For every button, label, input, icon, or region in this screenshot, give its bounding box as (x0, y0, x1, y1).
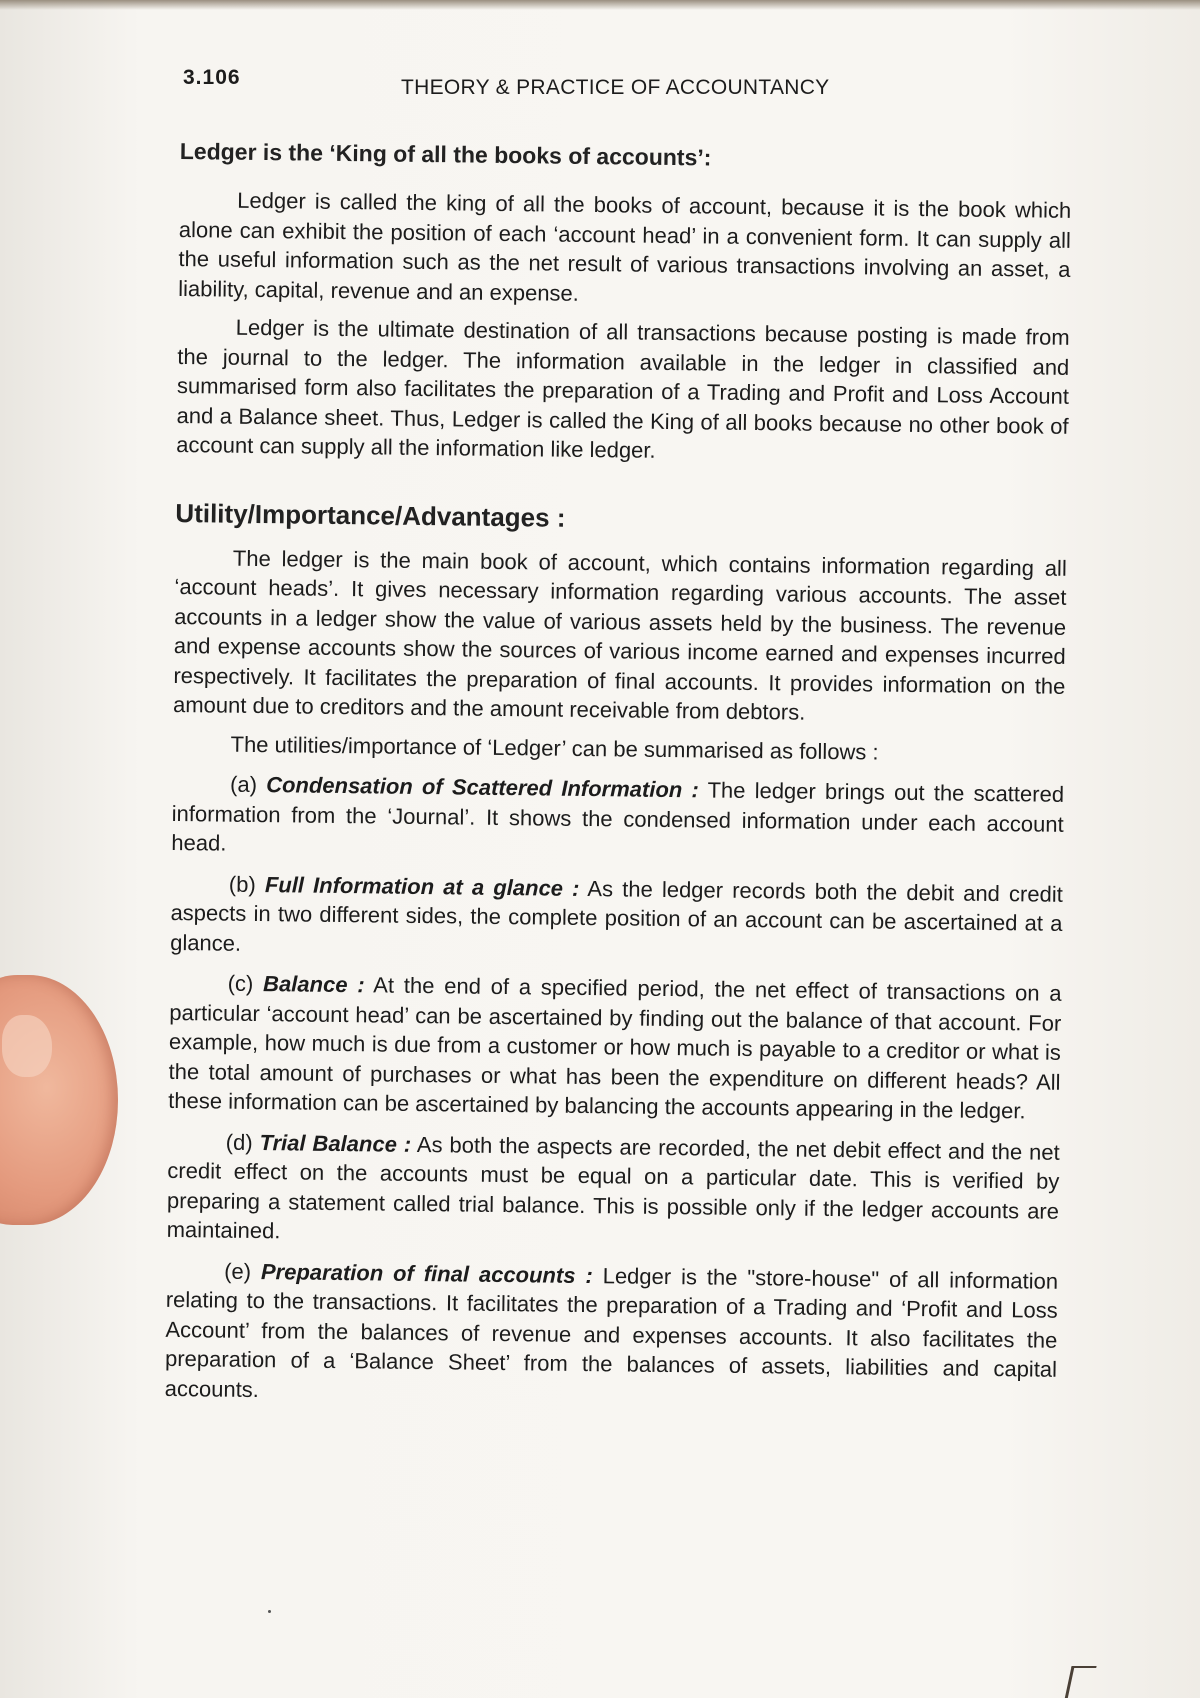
running-head: THEORY & PRACTICE OF ACCOUNTANCY (401, 76, 830, 99)
list-item (171, 769, 1064, 868)
item-label: (c) (227, 970, 254, 996)
item-title: Full Information at a glance : (264, 871, 580, 901)
item-title: Condensation of Scattered Information : (266, 772, 699, 803)
paragraph: The utilities/importance of ‘Ledger’ can be summarised as follows : (230, 731, 879, 765)
item-text: Ledger is the "store-house" of all information relating to the transactions. It facilitates the preparation of a Trading and ‘Profit and Loss Account’ from the balances of revenue and expenses accounts. It also facilitates the preparation of a ‘Balance Sheet’ from the balances of assets, liabilities and capital accounts. (164, 1262, 1059, 1402)
list-item (166, 1126, 1059, 1255)
item-label: (d) (225, 1129, 253, 1155)
thumbnail-highlight (2, 1015, 52, 1077)
list-item (170, 868, 1063, 967)
corner-mark (1064, 1666, 1096, 1698)
page-content (164, 138, 1071, 1420)
item-label: (e) (224, 1258, 252, 1284)
page-number: 3.106 (183, 66, 241, 89)
print-speck (268, 1610, 271, 1613)
item-text: As the ledger records both the debit and credit aspects in two different sides, the complete position of an account can be ascertained at a glance. (170, 875, 1063, 956)
section-heading-king: Ledger is the ‘King of all the books of accounts’: (179, 138, 712, 171)
list-item (165, 1255, 1059, 1413)
item-title: Preparation of final accounts : (260, 1258, 593, 1288)
paragraph: The ledger is the main book of account, which contains information regarding all ‘account heads’. It gives necessary information regarding various accounts. The asset accounts in a ledger show the value of various assets held by the business. The revenue and expense accounts show the sources of various income earned and expenses incurred respectively. It facilitates the preparation of final accounts. It provides information on the amount due to creditors and the amount receivable from debtors. (172, 545, 1067, 725)
paragraph: Ledger is the ultimate destination of all transactions because posting is made from the journal to the ledger. The information available in the ledger in classified and summarised form also facilitates the preparation of a Trading and Profit and Loss Account and a Balance sheet. Thus, Ledger is called the King of all books because no other book of account can supply all the information like ledger. (176, 314, 1070, 463)
section-heading-utility: Utility/Importance/Advantages : (175, 497, 566, 533)
item-text: The ledger brings out the scattered information from the ‘Journal’. It shows the condensed information under each account head. (171, 777, 1065, 856)
item-label: (a) (229, 771, 258, 797)
paragraph: Ledger is called the king of all the books of account, because it is the book which alone can exhibit the position of each ‘account head’ in a convenient form. It can supply all the useful information such as the net result of various transactions involving an asset, a liability, capital, revenue and an expense. (178, 187, 1072, 306)
item-label: (b) (228, 871, 256, 897)
item-text: At the end of a specified period, the net effect of transactions on a particular ‘account head’ can be ascertained by finding out the balance of that account. For example, how much is due from a customer or how much is payable to a creditor or what is the total amount of purchases or what has been the expenditure on different heads? All these information can be ascertained by balancing the accounts appearing in the ledger. (168, 972, 1062, 1124)
item-title: Trial Balance : (259, 1129, 412, 1157)
thumb-image (0, 975, 118, 1225)
page-top-edge (0, 0, 1200, 10)
item-title: Balance : (262, 971, 365, 998)
list-item (168, 968, 1062, 1126)
item-text: As both the aspects are recorded, the net debit effect and the net credit effect on the accounts must be equal on a particular date. This is verified by preparing a statement called trial balance. This is possible only if the ledger accounts are maintained. (166, 1131, 1060, 1244)
